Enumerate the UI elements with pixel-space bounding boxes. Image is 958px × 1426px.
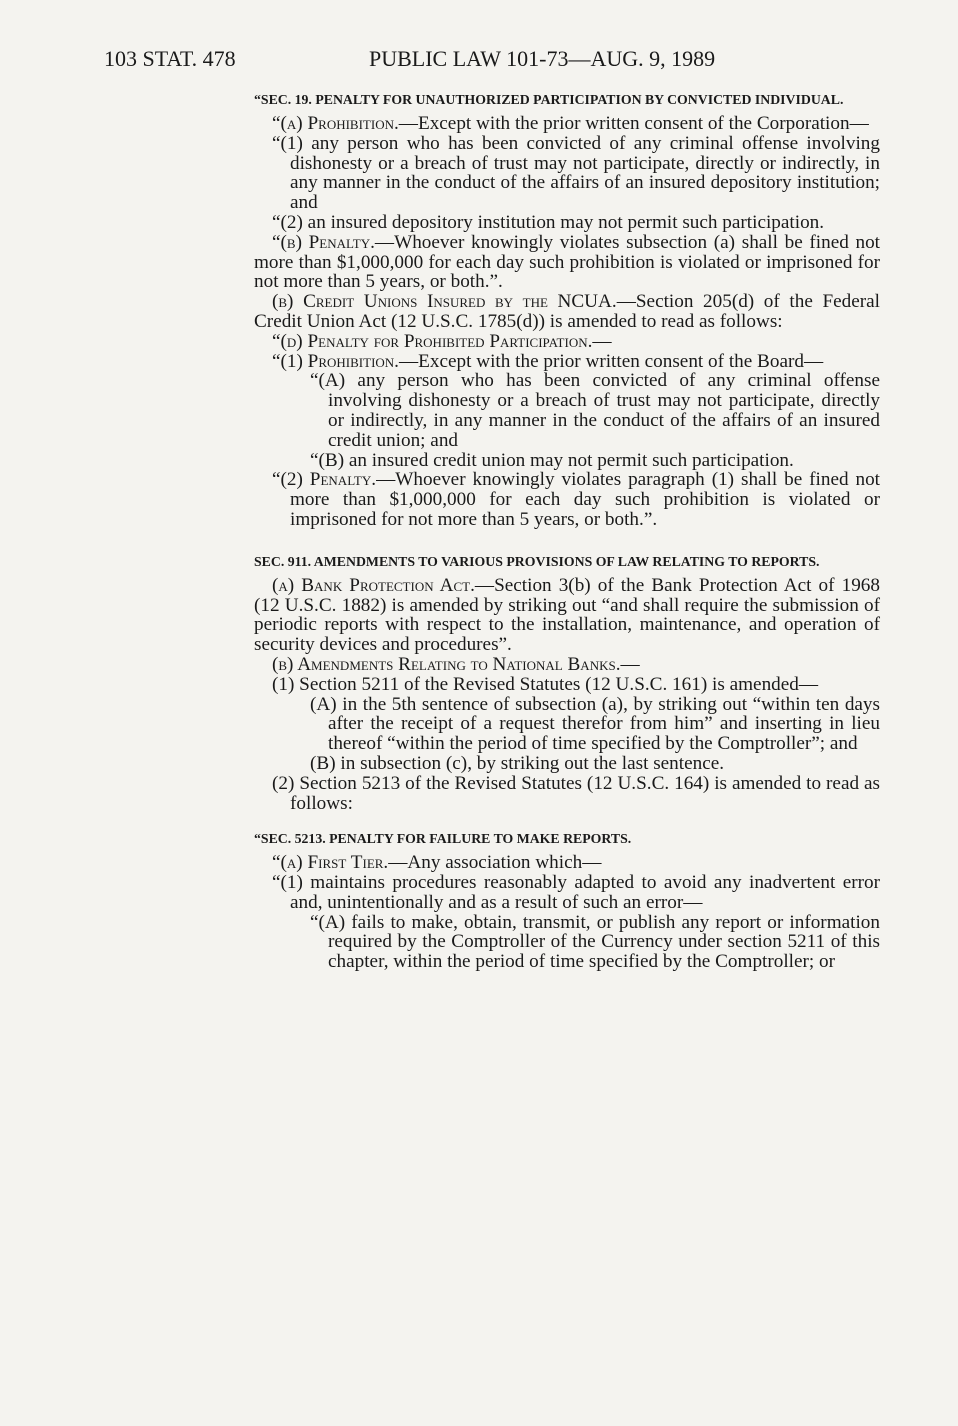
section-heading-sec5213: “SEC. 5213. PENALTY FOR FAILURE TO MAKE REPORTS.	[254, 831, 632, 847]
paragraph-d2: “(2) Penalty.—Whoever knowingly violates paragraph (1) shall be fined not more than $1,000,000 for each day such prohibition is violated or imprisoned for not more than 5 years, or both.”.	[272, 469, 880, 530]
subsection-label: “(a) First Tier.	[272, 852, 389, 874]
paragraph-label: “(1) Prohibition.	[272, 350, 399, 372]
subsection-label: (b) Credit Unions Insured by the	[272, 291, 558, 313]
paragraph-sec911-b1B: (B) in subsection (c), by striking out the last sentence.	[310, 752, 725, 774]
paragraph-sec19-a1: “(1) any person who has been convicted of any criminal offense involving dishonesty or a breach of trust may not participate, directly or indirectly, in any manner in the conduct of the affairs of an insured depository institution; and	[272, 132, 880, 214]
paragraph-sec5213-a: “(a) First Tier.—Any association which—	[272, 852, 602, 874]
section-heading-sec911: SEC. 911. AMENDMENTS TO VARIOUS PROVISIONS OF LAW RELATING TO REPORTS.	[254, 553, 820, 569]
paragraph-sec19-a: “(a) Prohibition.—Except with the prior written consent of the Corporation—	[272, 113, 869, 134]
paragraph-d1: “(1) Prohibition.—Except with the prior written consent of the Board—	[272, 350, 824, 372]
subsection-heading-d: “(d) Penalty for Prohibited Participation.—	[272, 330, 612, 352]
paragraph-sec911-b1: (1) Section 5211 of the Revised Statutes (12 U.S.C. 161) is amended—	[272, 673, 819, 695]
paragraph-label: “(2) Penalty.	[272, 469, 377, 491]
paragraph-sec5213-a1: “(1) maintains procedures reasonably adapted to avoid any inadvertent error and, unintentionally and as a result of such an error—	[272, 872, 880, 913]
paragraph-d1B: “(B) an insured credit union may not permit such participation.	[310, 449, 794, 471]
public-law-title: PUBLIC LAW 101-73—AUG. 9, 1989	[369, 46, 716, 71]
paragraph-sec5213-a1A: “(A) fails to make, obtain, transmit, or publish any report or information required by the Comptroller of the Currency under section 5211 of this chapter, within the period of time specified by the Comptroller; or	[310, 911, 880, 973]
paragraph-sec911-b: (b) Amendments Relating to National Banks.—	[272, 653, 640, 675]
paragraph-sec911-b2: (2) Section 5213 of the Revised Statutes (12 U.S.C. 164) is amended to read as follows:	[272, 772, 880, 814]
stat-page-number: 103 STAT. 478	[104, 46, 236, 71]
statute-body	[254, 92, 880, 972]
paragraph-d1A: “(A) any person who has been convicted of any criminal offense involving dishonesty or a breach of trust may not participate, directly or indirectly, in any manner in the conduct of the affairs of an insured credit union; and	[310, 370, 880, 451]
paragraph-sec19-b: “(b) Penalty.—Whoever knowingly violates subsection (a) shall be fined not more than $1,000,000 for each day such prohibition is violated or imprisoned for not more than 5 years, or both.”.	[254, 231, 880, 293]
paragraph-sec911-a: (a) Bank Protection Act.—Section 3(b) of the Bank Protection Act of 1968 (12 U.S.C. 1882) is amended by striking out “and shall require the submission of periodic reports with respect to the installation, maintenance, and operation of security devices and procedures”.	[254, 574, 880, 656]
subsection-label: “(b) Penalty.	[272, 231, 375, 253]
page-header	[104, 46, 918, 76]
section-heading-sec19: “SEC. 19. PENALTY FOR UNAUTHORIZED PARTICIPATION BY CONVICTED INDIVIDUAL.	[254, 92, 844, 107]
subsection-label: (a) Bank Protection Act.	[272, 574, 475, 596]
paragraph-sec911-b1A: (A) in the 5th sentence of subsection (a), by striking out “within ten days after the receipt of a request therefor from him” and inserting in lieu thereof “within the period of time specified by the Comptroller”; and	[310, 693, 880, 755]
subsection-label: (b) Amendments Relating to National Banks.	[272, 653, 621, 675]
paragraph-credit-unions-b: (b) Credit Unions Insured by the NCUA.—Section 205(d) of the Federal Credit Union Act (12 U.S.C. 1785(d)) is amended to read as follows:	[254, 291, 880, 332]
subsection-label: “(a) Prohibition.	[272, 113, 399, 134]
paragraph-sec19-a2: “(2) an insured depository institution may not permit such participation.	[272, 211, 825, 233]
